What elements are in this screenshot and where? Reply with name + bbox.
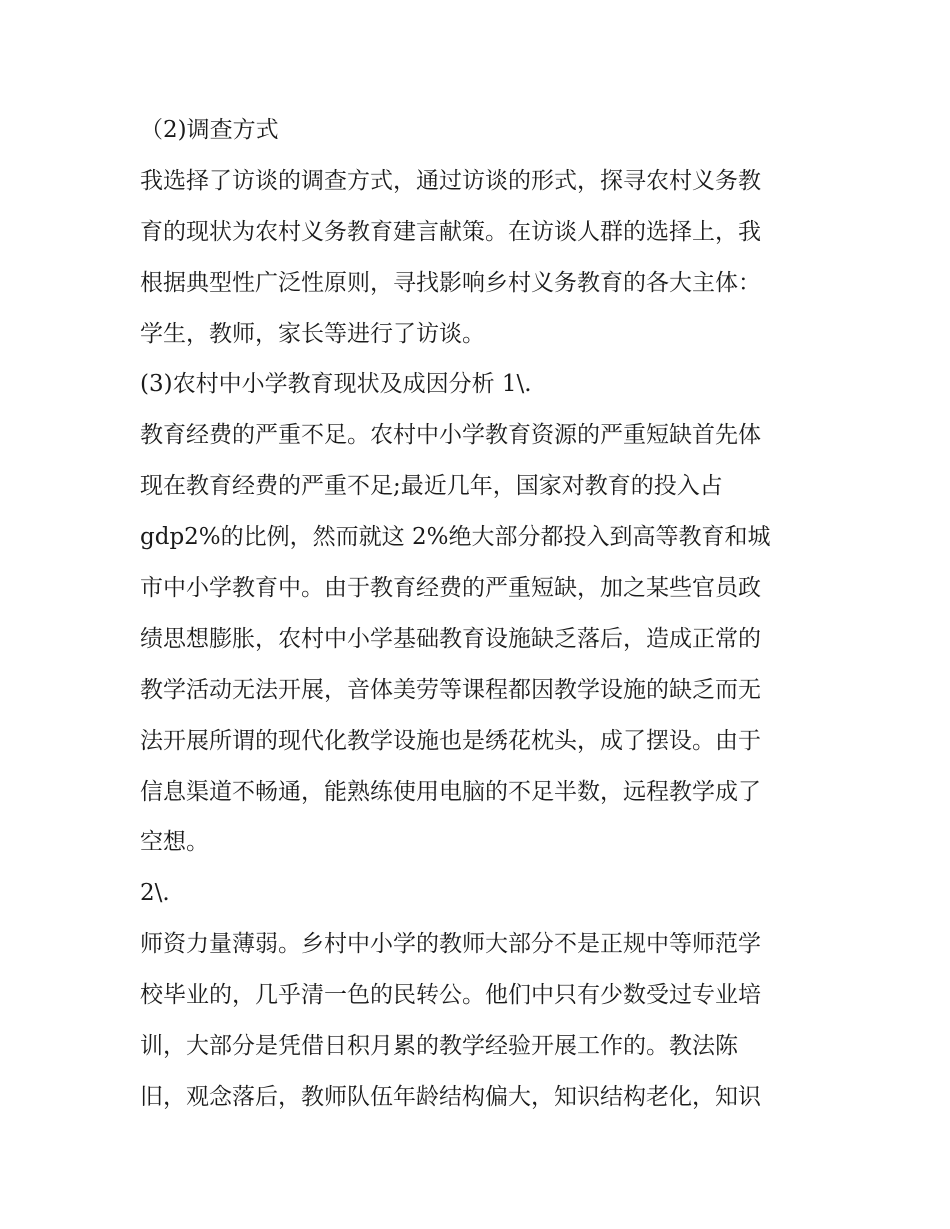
paragraph-line: 法开展所谓的现代化教学设施也是绣花枕头，成了摆设。由于 xyxy=(140,727,761,754)
paragraph-line: 教学活动无法开展，音体美劳等课程都因教学设施的缺乏而无 xyxy=(140,676,761,703)
paragraph-line: 旧，观念落后，教师队伍年龄结构偏大，知识结构老化，知识 xyxy=(140,1083,761,1110)
paragraph-line: 根据典型性广泛性原则，寻找影响乡村义务教育的各大主体： xyxy=(140,269,761,296)
paragraph-line: 空想。 xyxy=(140,829,209,856)
paragraph-line: 市中小学教育中。由于教育经费的严重短缺，加之某些官员政 xyxy=(140,575,761,602)
section-heading-education-analysis: (3)农村中小学教育现状及成因分析 1\. xyxy=(140,371,532,398)
paragraph-line: 绩思想膨胀，农村中小学基础教育设施缺乏落后，造成正常的 xyxy=(140,625,761,652)
paragraph-line: gdp2%的比例，然而就这 2%绝大部分都投入到高等教育和城 xyxy=(140,524,771,551)
paragraph-line: 训，大部分是凭借日积月累的教学经验开展工作的。教法陈 xyxy=(140,1033,738,1060)
list-number: 2\. xyxy=(140,880,170,907)
paragraph-line: 师资力量薄弱。乡村中小学的教师大部分不是正规中等师范学 xyxy=(140,931,761,958)
paragraph-line: 信息渠道不畅通，能熟练使用电脑的不足半数，远程教学成了 xyxy=(140,778,761,805)
paragraph-line: 育的现状为农村义务教育建言献策。在访谈人群的选择上，我 xyxy=(140,218,761,245)
document-body xyxy=(140,105,820,1123)
paragraph-line: 现在教育经费的严重不足;最近几年，国家对教育的投入占 xyxy=(140,473,723,500)
paragraph-line: 校毕业的，几乎清一色的民转公。他们中只有少数受过专业培 xyxy=(140,982,761,1009)
paragraph-line: 学生，教师，家长等进行了访谈。 xyxy=(140,320,485,347)
paragraph-line: 我选择了访谈的调查方式，通过访谈的形式，探寻农村义务教 xyxy=(140,167,761,194)
paragraph-line: 教育经费的严重不足。农村中小学教育资源的严重短缺首先体 xyxy=(140,422,761,449)
section-heading-survey-method: （2)调查方式 xyxy=(140,117,279,143)
